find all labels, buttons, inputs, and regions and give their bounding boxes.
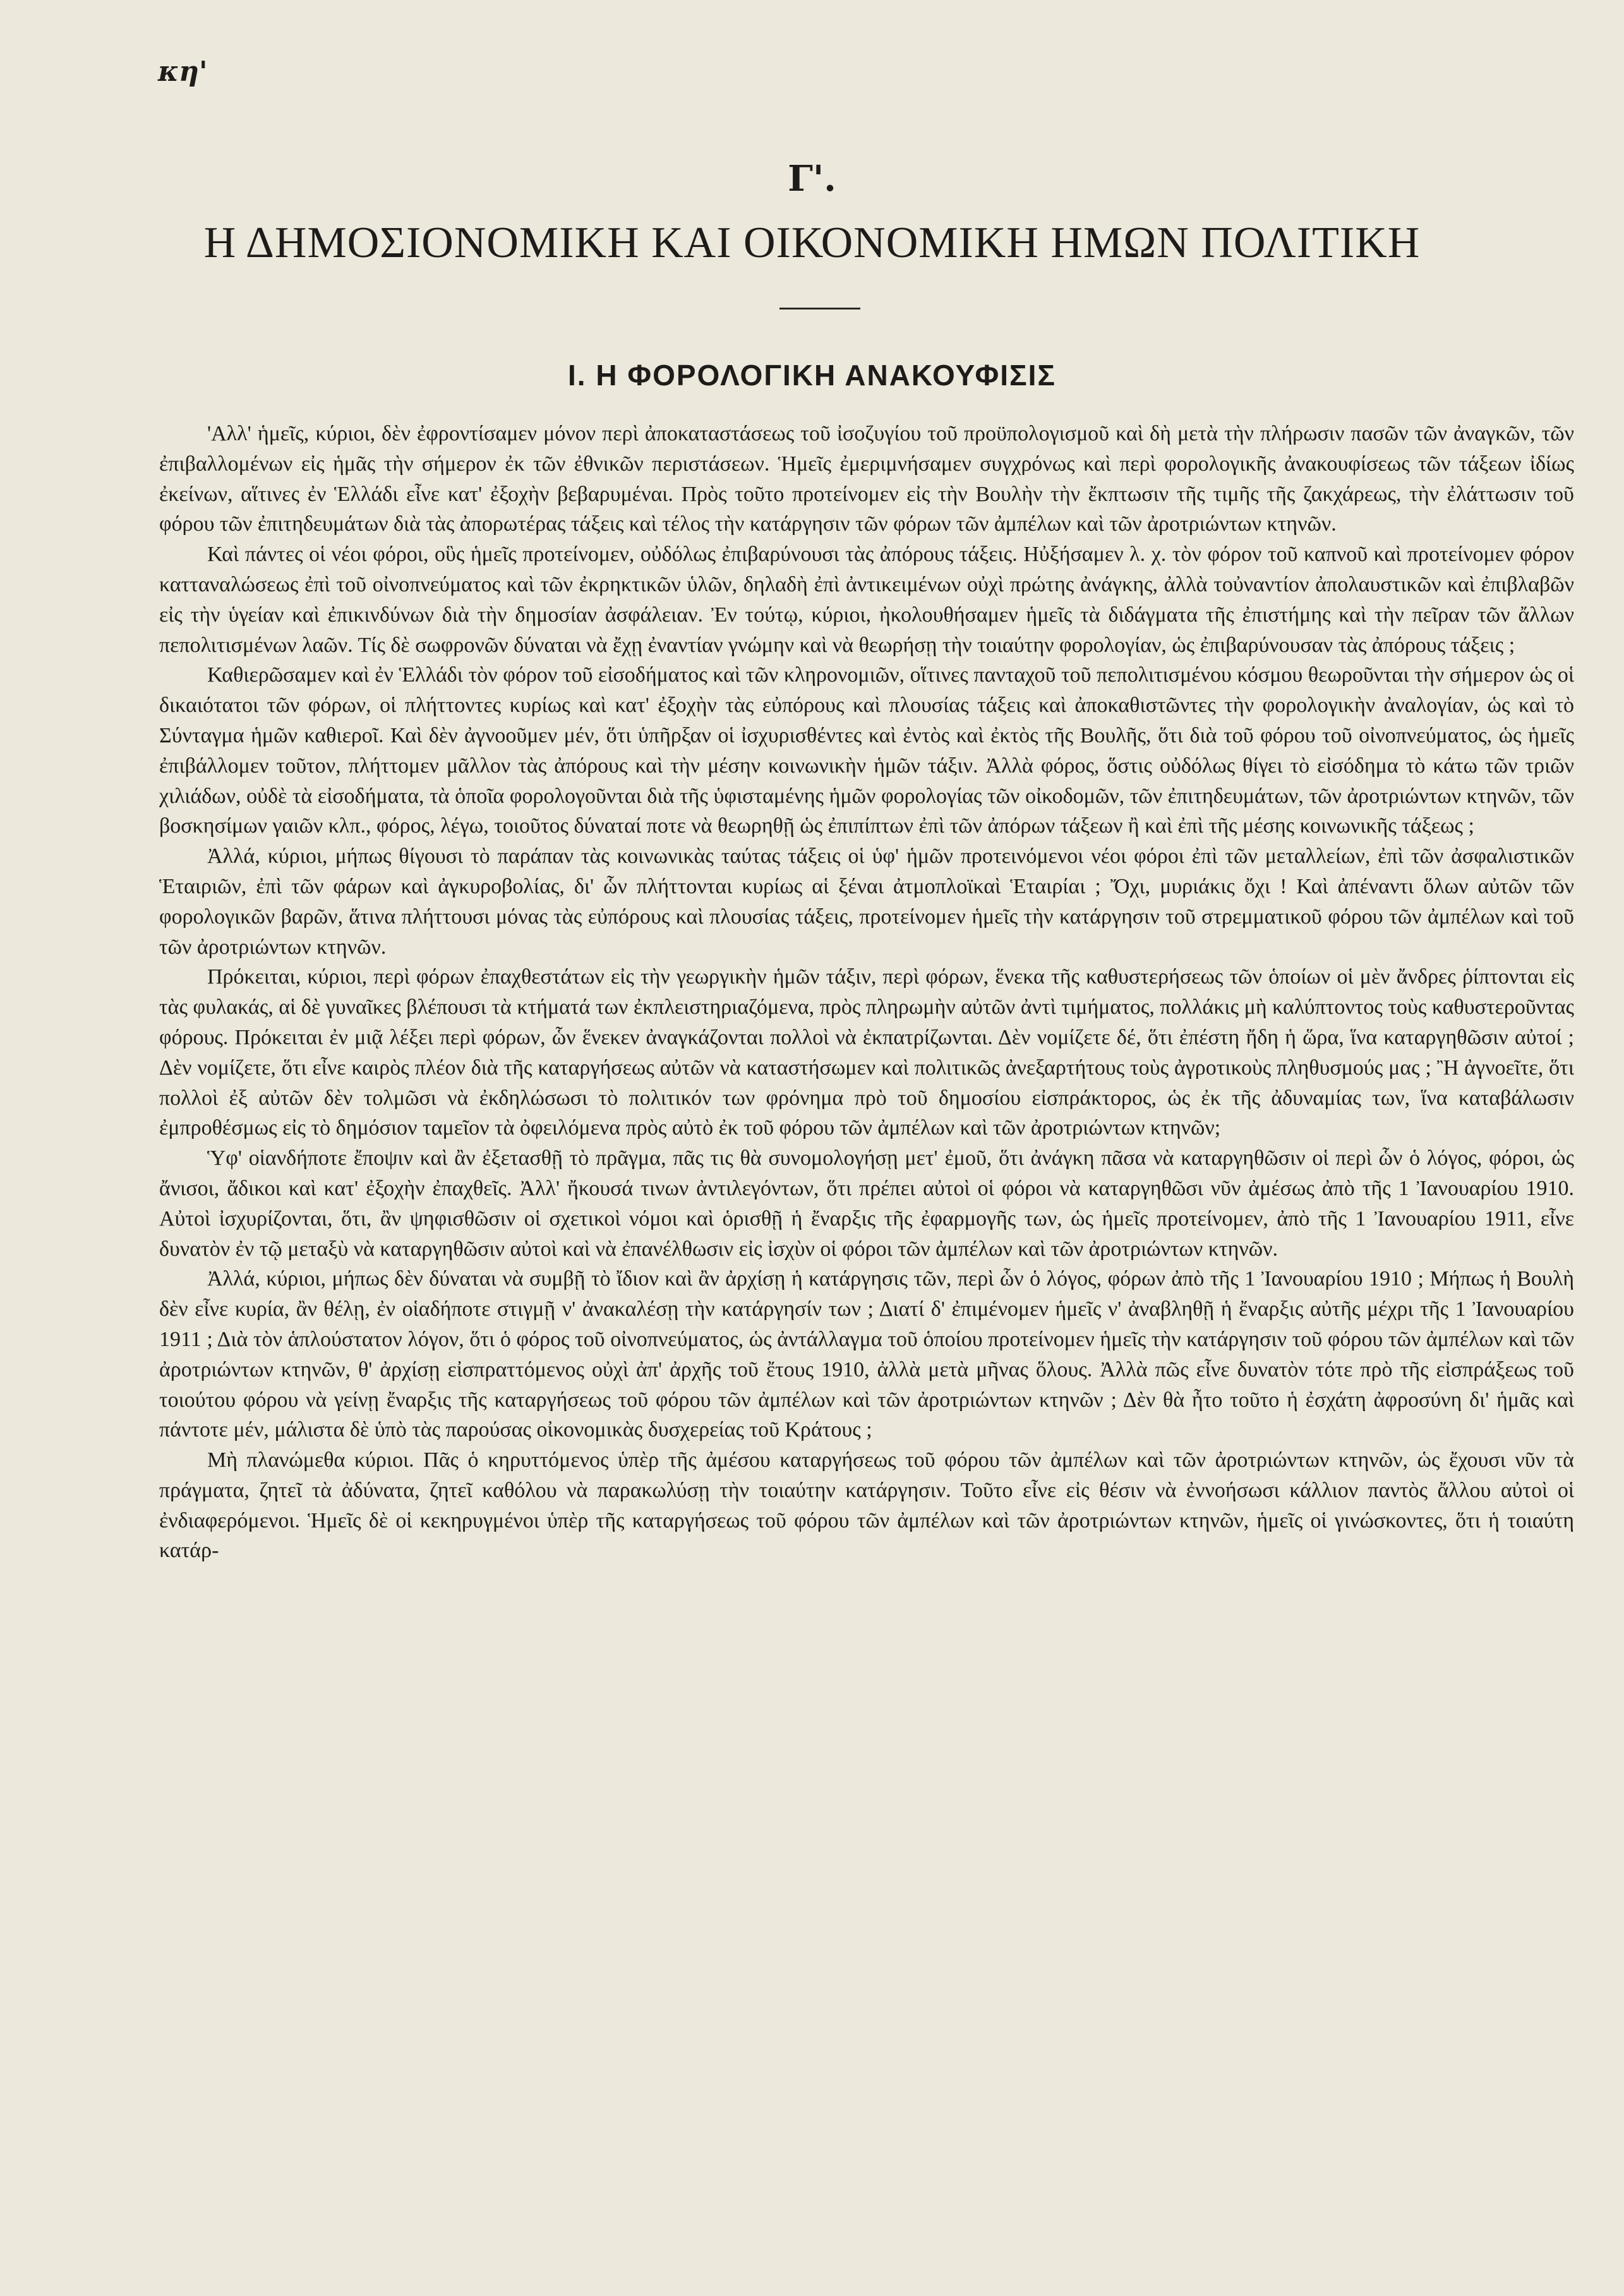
section-subtitle: I. Η ΦΟΡΟΛΟΓΙΚΗ ΑΝΑΚΟΥΦΙΣΙΣ — [568, 359, 1056, 392]
page-number: κη' — [158, 56, 208, 88]
title-divider — [779, 308, 860, 310]
paragraph: Μὴ πλανώμεθα κύριοι. Πᾶς ὁ κηρυττόμενος ὑπὲρ τῆς ἀμέσου καταργήσεως τοῦ φόρου τῶν ἀμπέλων καὶ τῶν ἀροτριώντων κτηνῶν, ὡς ἔχουσι νῦν τὰ πράγματα, ζητεῖ τὰ ἀδύνατα, ζητεῖ καθόλου νὰ παρακωλύσῃ τὴν τοιαύτην κατάργησιν. Τοῦτο εἶνε εἰς θέσιν νὰ ἐννοήσωσι κάλλιον παντὸς ἄλλου αὐτοὶ οἱ ἐνδιαφερόμενοι. Ἡμεῖς δὲ οἱ κεκηρυγμένοι ὑπὲρ τῆς καταργήσεως τοῦ φόρου τῶν ἀμπέλων καὶ τῶν ἀροτριώντων κτηνῶν, ἡμεῖς οἱ γινώσκοντες, ὅτι ἡ τοιαύτη κατάρ- — [159, 1448, 1574, 1563]
paragraph: Καθιερῶσαμεν καὶ ἐν Ἑλλάδι τὸν φόρον τοῦ εἰσοδήματος καὶ τῶν κληρονομιῶν, οἵτινες πανταχοῦ τοῦ πεπολιτισμένου κόσμου θεωροῦνται τὴν σήμερον ὡς οἱ δικαιότατοι τῶν φόρων, οἱ πλήττοντες κυρίως καὶ κατ' ἐξοχὴν τὰς εὐπόρους καὶ πλουσίας τάξεις καὶ ἀποκαθιστῶντες τὴν φορολογικὴν ἀναλογίαν, ὡς καὶ τὸ Σύνταγμα ἡμῶν καθιεροῖ. Καὶ δὲν ἀγνοοῦμεν μέν, ὅτι ὑπῆρξαν οἱ ἰσχυρισθέντες καὶ ἐντὸς καὶ ἐκτὸς τῆς Βουλῆς, ὅτι διὰ τοῦ φόρου τοῦ οἰνοπνεύματος, ὡς ἡμεῖς ἐπιβάλλομεν τοῦτον, πλήττομεν μᾶλλον τὰς ἀπόρους καὶ τὴν μέσην κοινωνικὴν ἡμῶν τάξιν. Ἀλλὰ φόρος, ὅστις οὐδόλως θίγει τὸ εἰσόδημα τὸ κάτω τῶν τριῶν χιλιάδων, οὐδὲ τὰ εἰσοδήματα, τὰ ὁποῖα φορολογοῦνται διὰ τῆς ὑφισταμένης ἡμῶν φορολογίας τῶν οἰκοδομῶν, τῶν ἐπιτηδευμάτων, τῶν ἀροτριώντων κτηνῶν, τῶν βοσκησίμων γαιῶν κλπ., φόρος, λέγω, τοιοῦτος δύναταί ποτε νὰ θεωρηθῇ ὡς ἐπιπίπτων ἐπὶ τῶν ἀπόρων τάξεων ἢ καὶ ἐπὶ τῆς μέσης κοινωνικῆς τάξεως ; — [159, 663, 1574, 838]
paragraph: Πρόκειται, κύριοι, περὶ φόρων ἐπαχθεστάτων εἰς τὴν γεωργικὴν ἡμῶν τάξιν, περὶ φόρων, ἕνεκα τῆς καθυστερήσεως τῶν ὁποίων οἱ μὲν ἄνδρες ῥίπτονται εἰς τὰς φυλακάς, αἱ δὲ γυναῖκες βλέπουσι τὰ κτήματά των ἐκπλειστηριαζόμενα, πρὸς πληρωμὴν αὐτῶν ἀντὶ τιμήματος, πολλάκις μὴ καλύπτοντος τοὺς καθυστεροῦντας φόρους. Πρόκειται ἐν μιᾷ λέξει περὶ φόρων, ὧν ἕνεκεν ἀναγκάζονται πολλοὶ νὰ ἐκπατρίζωνται. Δὲν νομίζετε δέ, ὅτι ἐπέστη ἤδη ἡ ὥρα, ἵνα καταργηθῶσιν αὐτοί ; Δὲν νομίζετε, ὅτι εἶνε καιρὸς πλέον διὰ τῆς καταργήσεως αὐτῶν νὰ καταστήσωμεν καὶ πολιτικῶς ἀνεξαρτήτους τοὺς ἀγροτικοὺς πληθυσμούς μας ; Ἢ ἀγνοεῖτε, ὅτι πολλοὶ ἐξ αὐτῶν δὲν τολμῶσι νὰ ἐκδηλώσωσι τὸ πολιτικόν των φρόνημα πρὸ τοῦ δημοσίου εἰσπράκτορος, ὡς ἐκ τῆς ἀδυναμίας των, ἵνα καταβάλωσιν ἐμπροθέσμως εἰς τὸ δημόσιον ταμεῖον τὰ ὀφειλόμενα πρὸς αὐτὸ ἐκ τοῦ φόρου τῶν ἀμπέλων καὶ τῶν ἀροτριώντων κτηνῶν; — [159, 965, 1574, 1140]
body-text — [159, 419, 1574, 1566]
section-number: Γ'. — [788, 158, 836, 200]
paragraph: Ἀλλά, κύριοι, μήπως θίγουσι τὸ παράπαν τὰς κοινωνικὰς ταύτας τάξεις οἱ ὑφ' ἡμῶν προτεινόμενοι νέοι φόροι ἐπὶ τῶν μεταλλείων, ἐπὶ τῶν ἀσφαλιστικῶν Ἑταιριῶν, ἐπὶ τῶν φάρων καὶ ἀγκυροβολίας, δι' ὧν πλήττονται κυρίως αἱ ξέναι ἀτμοπλοϊκαὶ Ἑταιρίαι ; Ὄχι, μυριάκις ὄχι ! Καὶ ἀπέναντι ὅλων αὐτῶν τῶν φορολογικῶν βαρῶν, ἅτινα πλήττουσι μόνας τὰς εὐπόρους καὶ πλουσίας τάξεις, προτείνομεν ἡμεῖς τὴν κατάργησιν τοῦ στρεμματικοῦ φόρου τῶν ἀμπέλων καὶ τοῦ τῶν ἀροτριώντων κτηνῶν. — [159, 844, 1574, 959]
page-title: Η ΔΗΜΟΣΙΟΝΟΜΙΚΗ ΚΑΙ ΟΙΚΟΝΟΜΙΚΗ ΗΜΩΝ ΠΟΛΙΤΙΚΗ — [203, 219, 1421, 267]
paragraph: Ἀλλά, κύριοι, μήπως δὲν δύναται νὰ συμβῇ τὸ ἴδιον καὶ ἂν ἀρχίσῃ ἡ κατάργησις τῶν, περὶ ὧν ὁ λόγος, φόρων ἀπὸ τῆς 1 Ἰανουαρίου 1910 ; Μήπως ἡ Βουλὴ δὲν εἶνε κυρία, ἂν θέλῃ, ἐν οἱαδήποτε στιγμῇ ν' ἀνακαλέσῃ τὴν κατάργησίν των ; Διατί δ' ἐπιμένομεν ἡμεῖς ν' ἀναβληθῇ ἡ ἔναρξις αὐτῆς μέχρι τῆς 1 Ἰανουαρίου 1911 ; Διὰ τὸν ἁπλούστατον λόγον, ὅτι ὁ φόρος τοῦ οἰνοπνεύματος, ὡς ἀντάλλαγμα τοῦ ὁποίου προτείνομεν ἡμεῖς τὴν κατάργησιν τοῦ φόρου τῶν ἀμπέλων καὶ τῶν ἀροτριώντων κτηνῶν, θ' ἀρχίσῃ εἰσπραττόμενος οὐχὶ ἀπ' ἀρχῆς τοῦ ἔτους 1910, ἀλλὰ μετὰ μῆνας ὅλους. Ἀλλὰ πῶς εἶνε δυνατὸν τότε πρὸ τῆς εἰσπράξεως τοῦ τοιούτου φόρου νὰ γείνῃ ἔναρξις τῆς καταργήσεως τοῦ φόρου τῶν ἀμπέλων καὶ τῶν ἀροτριώντων κτηνῶν ; Δὲν θὰ ἦτο τοῦτο ἡ ἐσχάτη ἀφροσύνη δι' ἡμᾶς καὶ πάντοτε μέν, μάλιστα δὲ ὑπὸ τὰς παρούσας οἰκονομικὰς δυσχερείας τοῦ Κράτους ; — [159, 1267, 1574, 1442]
paragraph: Καὶ πάντες οἱ νέοι φόροι, οὓς ἡμεῖς προτείνομεν, οὐδόλως ἐπιβαρύνουσι τὰς ἀπόρους τάξεις. Ηὐξήσαμεν λ. χ. τὸν φόρον τοῦ καπνοῦ καὶ προτείνομεν φόρον κατταναλώσεως ἐπὶ τοῦ οἰνοπνεύματος καὶ τῶν ἐκρηκτικῶν ὑλῶν, δηλαδὴ ἐπὶ ἀντικειμένων οὐχὶ πρώτης ἀνάγκης, ἀλλὰ τοὐναντίον ἀπολαυστικῶν καὶ ἐπιβλαβῶν εἰς τὴν ὑγείαν καὶ ἐπικινδύνων διὰ τὴν δημοσίαν ἀσφάλειαν. Ἐν τούτῳ, κύριοι, ἠκολουθήσαμεν ἡμεῖς τὰ διδάγματα τῆς ἐπιστήμης καὶ τὴν πεῖραν τῶν ἄλλων πεπολιτισμένων λαῶν. Τίς δὲ σωφρονῶν δύναται νὰ ἔχῃ ἐναντίαν γνώμην καὶ νὰ θεωρήσῃ τὴν τοιαύτην φορολογίαν, ὡς ἐπιβαρύνουσαν τὰς ἀπόρους τάξεις ; — [159, 543, 1574, 657]
paragraph: 'Αλλ' ἡμεῖς, κύριοι, δὲν ἐφροντίσαμεν μόνον περὶ ἀποκαταστάσεως τοῦ ἰσοζυγίου τοῦ προϋπολογισμοῦ καὶ δὴ μετὰ τὴν πλήρωσιν πασῶν τῶν ἀναγκῶν, τῶν ἐπιβαλλομένων εἰς ἡμᾶς τὴν σήμερον ἐκ τῶν ἐθνικῶν περιστάσεων. Ἡμεῖς ἐμεριμνήσαμεν συγχρόνως καὶ περὶ φορολογικῆς ἀνακουφίσεως τῶν τάξεων ἰδίως ἐκείνων, αἵτινες ἐν Ἑλλάδι εἶνε κατ' ἐξοχὴν βεβαρυμέναι. Πρὸς τοῦτο προτείνομεν εἰς τὴν Βουλὴν τὴν ἔκπτωσιν τῆς τιμῆς τῆς ζακχάρεως, τὴν ἐλάττωσιν τοῦ φόρου τῶν ἐπιτηδευμάτων διὰ τὰς ἀπορωτέρας τάξεις καὶ τέλος τὴν κατάργησιν τῶν φόρων τῶν ἀμπέλων καὶ τῶν ἀροτριώντων κτηνῶν. — [159, 422, 1574, 536]
paragraph: Ὑφ' οἱανδήποτε ἔποψιν καὶ ἂν ἐξετασθῇ τὸ πρᾶγμα, πᾶς τις θὰ συνομολογήσῃ μετ' ἐμοῦ, ὅτι ἀνάγκη πᾶσα νὰ καταργηθῶσιν οἱ περὶ ὧν ὁ λόγος, φόροι, ὡς ἄνισοι, ἄδικοι καὶ κατ' ἐξοχὴν ἐπαχθεῖς. Ἀλλ' ἤκουσά τινων ἀντιλεγόντων, ὅτι πρέπει αὐτοὶ οἱ φόροι νὰ καταργηθῶσι νῦν ἀμέσως ἀπὸ τῆς 1 Ἰανουαρίου 1910. Αὐτοὶ ἰσχυρίζονται, ὅτι, ἂν ψηφισθῶσιν οἱ σχετικοὶ νόμοι καὶ ὁρισθῇ ἡ ἔναρξις τῆς ἐφαρμογῆς των, ὡς ἡμεῖς προτείνομεν, ἀπὸ τῆς 1 Ἰανουαρίου 1911, εἶνε δυνατὸν ἐν τῷ μεταξὺ νὰ καταργηθῶσιν αὐτοὶ καὶ νὰ ἐπανέλθωσιν εἰς ἰσχὺν οἱ φόροι τῶν ἀμπέλων καὶ τῶν ἀροτριώντων κτηνῶν. — [159, 1146, 1574, 1261]
